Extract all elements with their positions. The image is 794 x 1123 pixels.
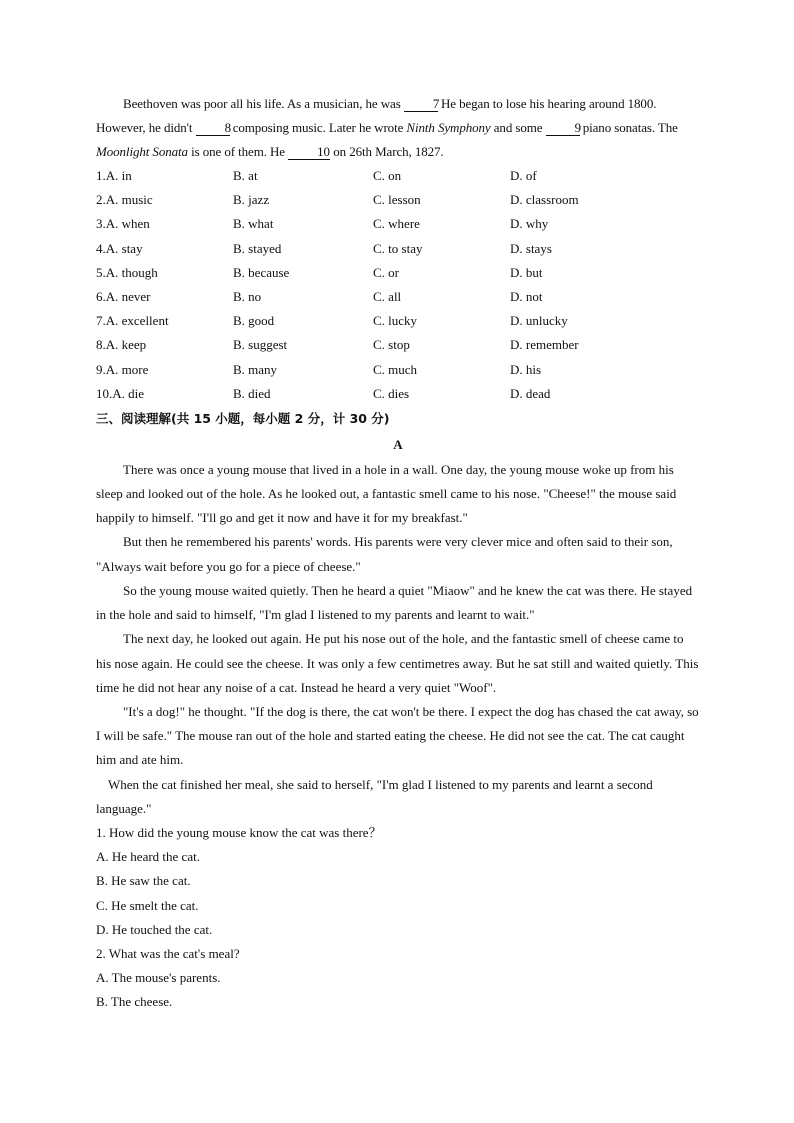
option-c: C. dies [373, 385, 410, 401]
option-d: D. of [510, 168, 537, 183]
option-b: B. suggest [233, 337, 288, 353]
option-d: D. dead [510, 385, 551, 401]
option-a: 6.A. never [96, 288, 151, 304]
option-c: C. all [373, 288, 402, 304]
option-a: 4.A. stay [96, 240, 143, 256]
option-b: B. at [233, 168, 258, 183]
questions [96, 821, 700, 1015]
choice-row [96, 212, 700, 236]
option-c: C. lesson [373, 192, 421, 208]
option-a: 2.A. music [96, 192, 153, 208]
story-paragraph: The next day, he looked out again. He put his nose out of the hole, and the fantastic smell of cheese came to his nose again. He could see the cheese. It was only a few centimetres away. But he sat still and waited quietly. This time he did not hear any noise of a cat. Instead he heard a very quiet "Woof". [96, 631, 699, 695]
choice-row [96, 333, 700, 357]
answer-choices [96, 164, 700, 406]
option-d: D. his [510, 361, 542, 377]
question-2-option-a: A. The mouse's parents. [96, 970, 221, 986]
choice-row [96, 188, 700, 212]
option-d: D. but [510, 264, 543, 280]
question-1-option-d: D. He touched the cat. [96, 921, 213, 937]
reading-passage [96, 458, 700, 821]
blank-10: 10 [288, 145, 330, 160]
story-paragraph: So the young mouse waited quietly. Then he heard a quiet "Miaow" and he knew the cat was there. He stayed in the hole and said to himself, "I'm glad I listened to my parents and learnt to wait." [96, 582, 693, 623]
part-title: A [393, 436, 403, 452]
passage-text: composing music. Later he wrote [229, 120, 407, 135]
option-d: D. unlucky [510, 313, 568, 329]
choice-row [96, 164, 700, 188]
section-heading: 三、阅读理解(共 15 小题，每小题 2 分，计 30 分) [96, 410, 390, 426]
passage-text: piano sonatas. The [579, 120, 678, 135]
story-paragraph: But then he remembered his parents' words. His parents were very clever mice and often said to their son, "Always wait before you go for a piece of cheese." [96, 534, 673, 574]
option-b: B. stayed [233, 240, 282, 256]
cloze-passage [96, 92, 700, 164]
option-a: 1.A. in [96, 168, 132, 183]
option-d: D. stays [510, 240, 552, 256]
option-d: D. classroom [510, 192, 579, 208]
passage-text: He began to lose his hearing around 1800. However, he didn't [96, 96, 657, 135]
question-1-option-b: B. He saw the cat. [96, 873, 191, 889]
option-b: B. many [233, 361, 278, 377]
title-moonlight-sonata: Moonlight Sonata [96, 144, 188, 159]
option-c: C. on [373, 168, 402, 183]
question-1: 1. How did the young mouse know the cat was there？ [96, 824, 382, 840]
option-b: B. good [233, 313, 275, 329]
option-b: B. no [233, 288, 262, 304]
option-c: C. stop [373, 337, 410, 353]
question-2-option-b: B. The cheese. [96, 994, 173, 1010]
question-2: 2. What was the cat's meal? [96, 945, 240, 961]
choice-row [96, 309, 700, 333]
option-c: C. or [373, 264, 399, 280]
blank-7: 7 [404, 97, 438, 112]
option-d: D. not [510, 288, 543, 304]
passage-text: Beethoven was poor all his life. As a musician, he was [123, 96, 404, 111]
option-c: C. lucky [373, 313, 418, 329]
option-b: B. because [233, 264, 290, 280]
question-1-option-c: C. He smelt the cat. [96, 897, 199, 913]
option-d: D. why [510, 216, 549, 232]
choice-row [96, 261, 700, 285]
option-d: D. remember [510, 337, 579, 353]
option-b: B. what [233, 216, 274, 232]
story-paragraph: "It's a dog!" he thought. "If the dog is there, the cat won't be there. I expect the dog has chased the cat away, so I will be safe." The mouse ran out of the hole and started eating the cheese. He did not see the cat. The cat caught him and ate him. [96, 703, 699, 768]
option-b: B. jazz [233, 192, 270, 208]
passage-text: is one of them. He [187, 144, 289, 159]
choice-row [96, 285, 700, 309]
choice-row [96, 358, 700, 382]
title-ninth-symphony: Ninth Symphony [406, 120, 491, 135]
option-a: 3.A. when [96, 216, 150, 232]
option-c: C. much [373, 361, 418, 377]
option-a: 9.A. more [96, 361, 149, 377]
choice-row [96, 382, 700, 406]
story-paragraph: When the cat finished her meal, she said to herself, "I'm glad I listened to my parents and learnt a second language." [96, 776, 653, 816]
option-c: C. to stay [373, 240, 423, 256]
choice-row [96, 237, 700, 261]
passage-text: on 26th March, 1827. [330, 144, 444, 159]
option-a: 8.A. keep [96, 337, 147, 353]
option-b: B. died [233, 385, 271, 401]
story-paragraph: There was once a young mouse that lived in a hole in a wall. One day, the young mouse woke up from his sleep and looked out of the hole. As he looked out, a fantastic smell came to his nose. "Cheese!" the mouse said happily to himself. "I'll go and get it now and have it for my breakfast." [96, 461, 677, 526]
document-page [96, 92, 700, 1015]
passage-text: and some [490, 120, 546, 135]
blank-9: 9 [546, 121, 580, 136]
blank-8: 8 [196, 121, 230, 136]
option-c: C. where [373, 216, 420, 232]
option-a: 7.A. excellent [96, 313, 169, 329]
option-a: 10.A. die [96, 385, 145, 401]
question-1-option-a: A. He heard the cat. [96, 849, 200, 865]
option-a: 5.A. though [96, 264, 158, 280]
